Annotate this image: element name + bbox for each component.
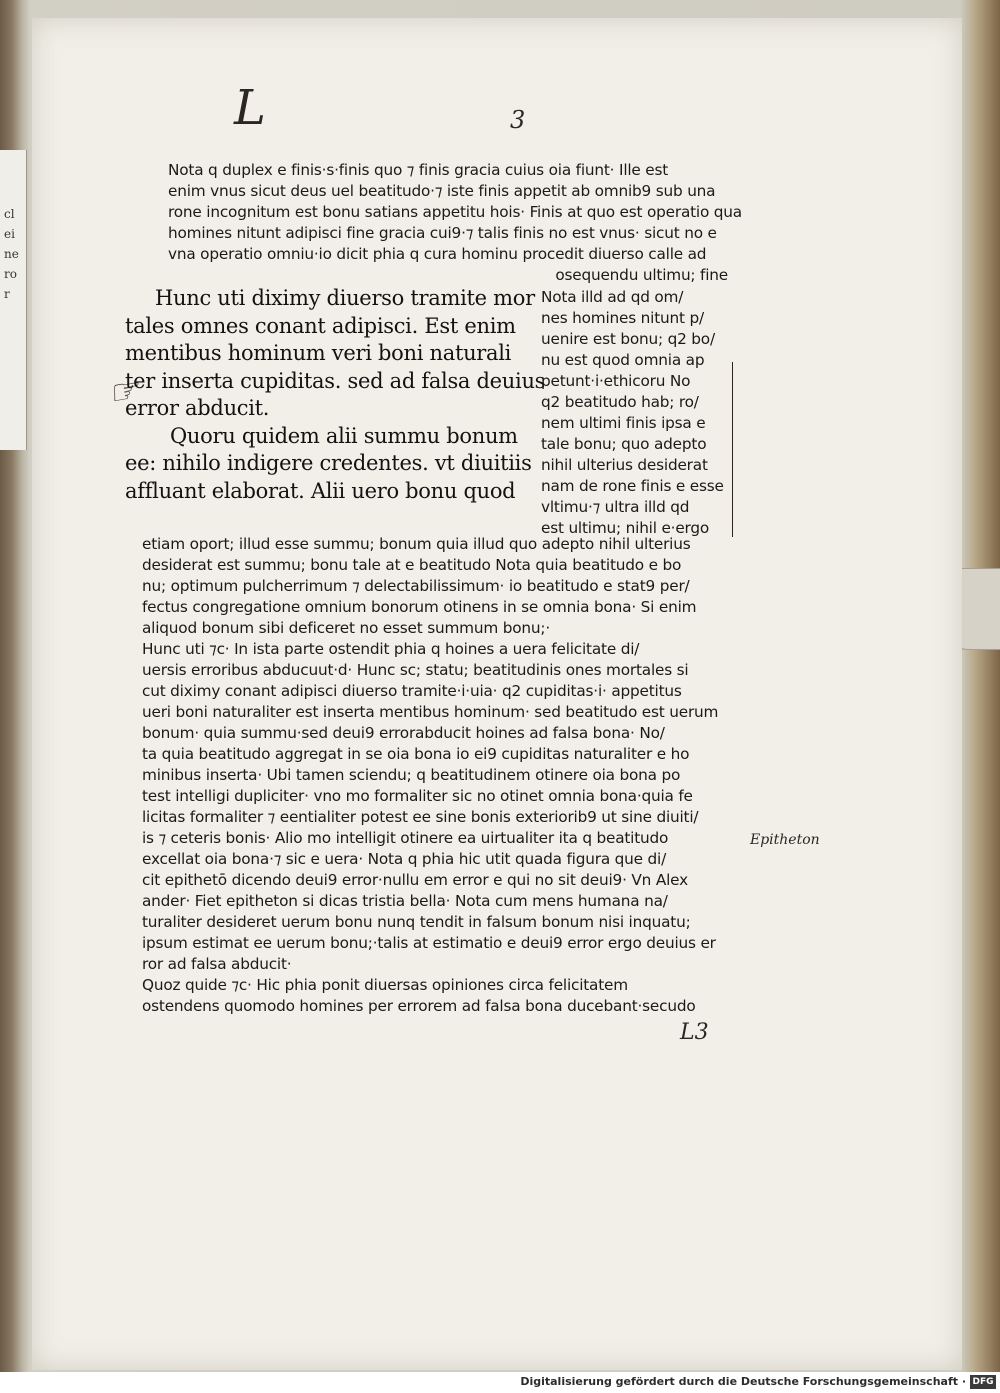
commentary-line: turaliter desideret uerum bonu nunq tendit in falsum bonum nisi inquatu; <box>142 913 691 931</box>
commentary-line: cit epithetō dicendo deui9 error·nullu em error e qui no sit deui9· Vn Alex <box>142 871 688 889</box>
signature-mark-3: 3 <box>510 106 526 134</box>
main-text-line: ter inserta cupiditas. sed ad falsa deuius <box>125 368 546 393</box>
commentary-line: enim vnus sicut deus uel beatitudo·⁊ iste finis appetit ab omnib9 sub una <box>168 182 716 200</box>
main-text-line: mentibus hominum veri boni naturali <box>125 341 512 365</box>
commentary-line: Nota illd ad qd om/ <box>541 288 684 306</box>
commentary-line: ipsum estimat ee uerum bonu;·talis at estimatio e deui9 error ergo deuius er <box>142 934 716 952</box>
commentary-line: Nota q duplex e finis·s·finis quo ⁊ finis gracia cuius oia fiunt· Ille est <box>168 161 669 179</box>
commentary-line: minibus inserta· Ubi tamen sciendu; q beatitudinem otinere oia bona po <box>142 766 681 784</box>
dfg-logo: DFG <box>970 1375 996 1389</box>
edge-fragment: ei <box>4 227 15 241</box>
commentary-line: test intelligi dupliciter· vno mo formaliter sic no otinet omnia bona·quia fe <box>142 787 693 805</box>
commentary-line: nem ultimi finis ipsa e <box>541 414 706 432</box>
main-text-line: error abducit. <box>125 396 270 420</box>
commentary-line: ueri boni naturaliter est inserta mentibus hominum· sed beatitudo est uerum <box>142 703 719 721</box>
commentary-line: ostendens quomodo homines per errorem ad falsa bona ducebant·secudo <box>142 997 696 1015</box>
commentary-line: nam de rone finis e esse <box>541 477 724 495</box>
commentary-line: desiderat est summu; bonu tale at e beatitudo Nota quia beatitudo e bo <box>142 556 682 574</box>
commentary-line: nu; optimum pulcherrimum ⁊ delectabilissimum· io beatitudo e stat9 per/ <box>142 577 690 595</box>
commentary-line: fectus congregatione omnium bonorum otinens in se omnia bona· Si enim <box>142 598 697 616</box>
commentary-line: ta quia beatitudo aggregat in se oia bona io ei9 cupiditas naturaliter e ho <box>142 745 690 763</box>
commentary-line: uenire est bonu; q2 bo/ <box>541 330 715 348</box>
margin-rule <box>732 362 733 537</box>
main-text-line: affluant elaborat. Alii uero bonu quod <box>125 478 516 503</box>
commentary-line: homines nitunt adipisci fine gracia cui9·⁊ talis finis no est vnus· sicut no e <box>168 224 717 242</box>
commentary-line: tale bonu; quo adepto <box>541 435 707 453</box>
footer-bar <box>0 1372 1000 1393</box>
margin-annotation: Epitheton <box>750 832 820 848</box>
commentary-line: Hunc uti ⁊c· In ista parte ostendit phia q hoines a uera felicitate di/ <box>142 640 640 658</box>
edge-fragment: cl <box>4 207 15 221</box>
commentary-line: nes homines nitunt p/ <box>541 309 704 327</box>
commentary-line: bonum· quia summu·sed deui9 errorabducit hoines ad falsa bona· No/ <box>142 724 665 742</box>
commentary-line: nihil ulterius desiderat <box>541 456 708 474</box>
main-text-line: Hunc uti diximy diuerso tramite mor <box>155 286 535 310</box>
commentary-line: licitas formaliter ⁊ eentialiter potest ee sine bonis exteriorib9 ut sine diuiti/ <box>142 808 699 826</box>
commentary-bottom <box>142 534 742 1017</box>
main-text-line: Quoru quidem alii summu bonum <box>170 423 518 448</box>
main-text-line: ee: nihilo indigere credentes. vt diuitiis <box>125 451 532 475</box>
commentary-line: etiam oport; illud esse summu; bonum quia illud quo adepto nihil ulterius <box>142 535 691 553</box>
manicule-icon: ☞ <box>104 369 142 415</box>
commentary-line: aliquod bonum sibi deficeret no esset summum bonu;· <box>142 619 551 637</box>
commentary-line: excellat oia bona·⁊ sic e uera· Nota q phia hic utit quada figura que di/ <box>142 850 667 868</box>
commentary-line: is ⁊ ceteris bonis· Alio mo intelligit otinere ea uirtualiter ita q beatitudo <box>142 829 669 847</box>
commentary-top <box>168 160 742 286</box>
commentary-line: vna operatio omniu·io dicit phia q cura hominu procedit diuerso calle ad <box>168 245 707 263</box>
commentary-line: q2 beatitudo hab; ro/ <box>541 393 699 411</box>
edge-fragment: ne <box>4 247 19 261</box>
commentary-side <box>541 287 731 539</box>
signature-mark-l: L <box>234 80 266 136</box>
commentary-line: cut diximy conant adipisci diuerso tramite·i·uia· q2 cupiditas·i· appetitus <box>142 682 682 700</box>
commentary-line: nu est quod omnia ap <box>541 351 705 369</box>
main-text-block <box>125 285 545 505</box>
left-page-edge <box>0 150 27 450</box>
footer-credit: Digitalisierung gefördert durch die Deutsche Forschungsgemeinschaft · <box>520 1375 966 1388</box>
commentary-line: osequendu ultimu; fine <box>555 266 728 284</box>
main-text-line: tales omnes conant adipisci. Est enim <box>125 313 516 338</box>
commentary-line: Quoz quide ⁊c· Hic phia ponit diuersas opiniones circa felicitatem <box>142 976 628 994</box>
commentary-line: est ultimu; nihil e·ergo <box>541 519 710 537</box>
commentary-line: petunt·i·ethicoru No <box>541 372 691 390</box>
commentary-line: ander· Fiet epitheton si dicas tristia bella· Nota cum mens humana na/ <box>142 892 668 910</box>
signature-mark-bottom: L3 <box>680 1020 709 1045</box>
edge-fragment: ro <box>4 267 17 281</box>
commentary-line: uersis erroribus abducuut·d· Hunc sc; statu; beatitudinis ones mortales si <box>142 661 689 679</box>
commentary-line: rone incognitum est bonu satians appetitu hois· Finis at quo est operatio qua <box>168 203 742 221</box>
commentary-line: vltimu·⁊ ultra illd qd <box>541 498 690 516</box>
edge-fragment: r <box>4 287 10 301</box>
commentary-line: ror ad falsa abducit· <box>142 955 292 973</box>
